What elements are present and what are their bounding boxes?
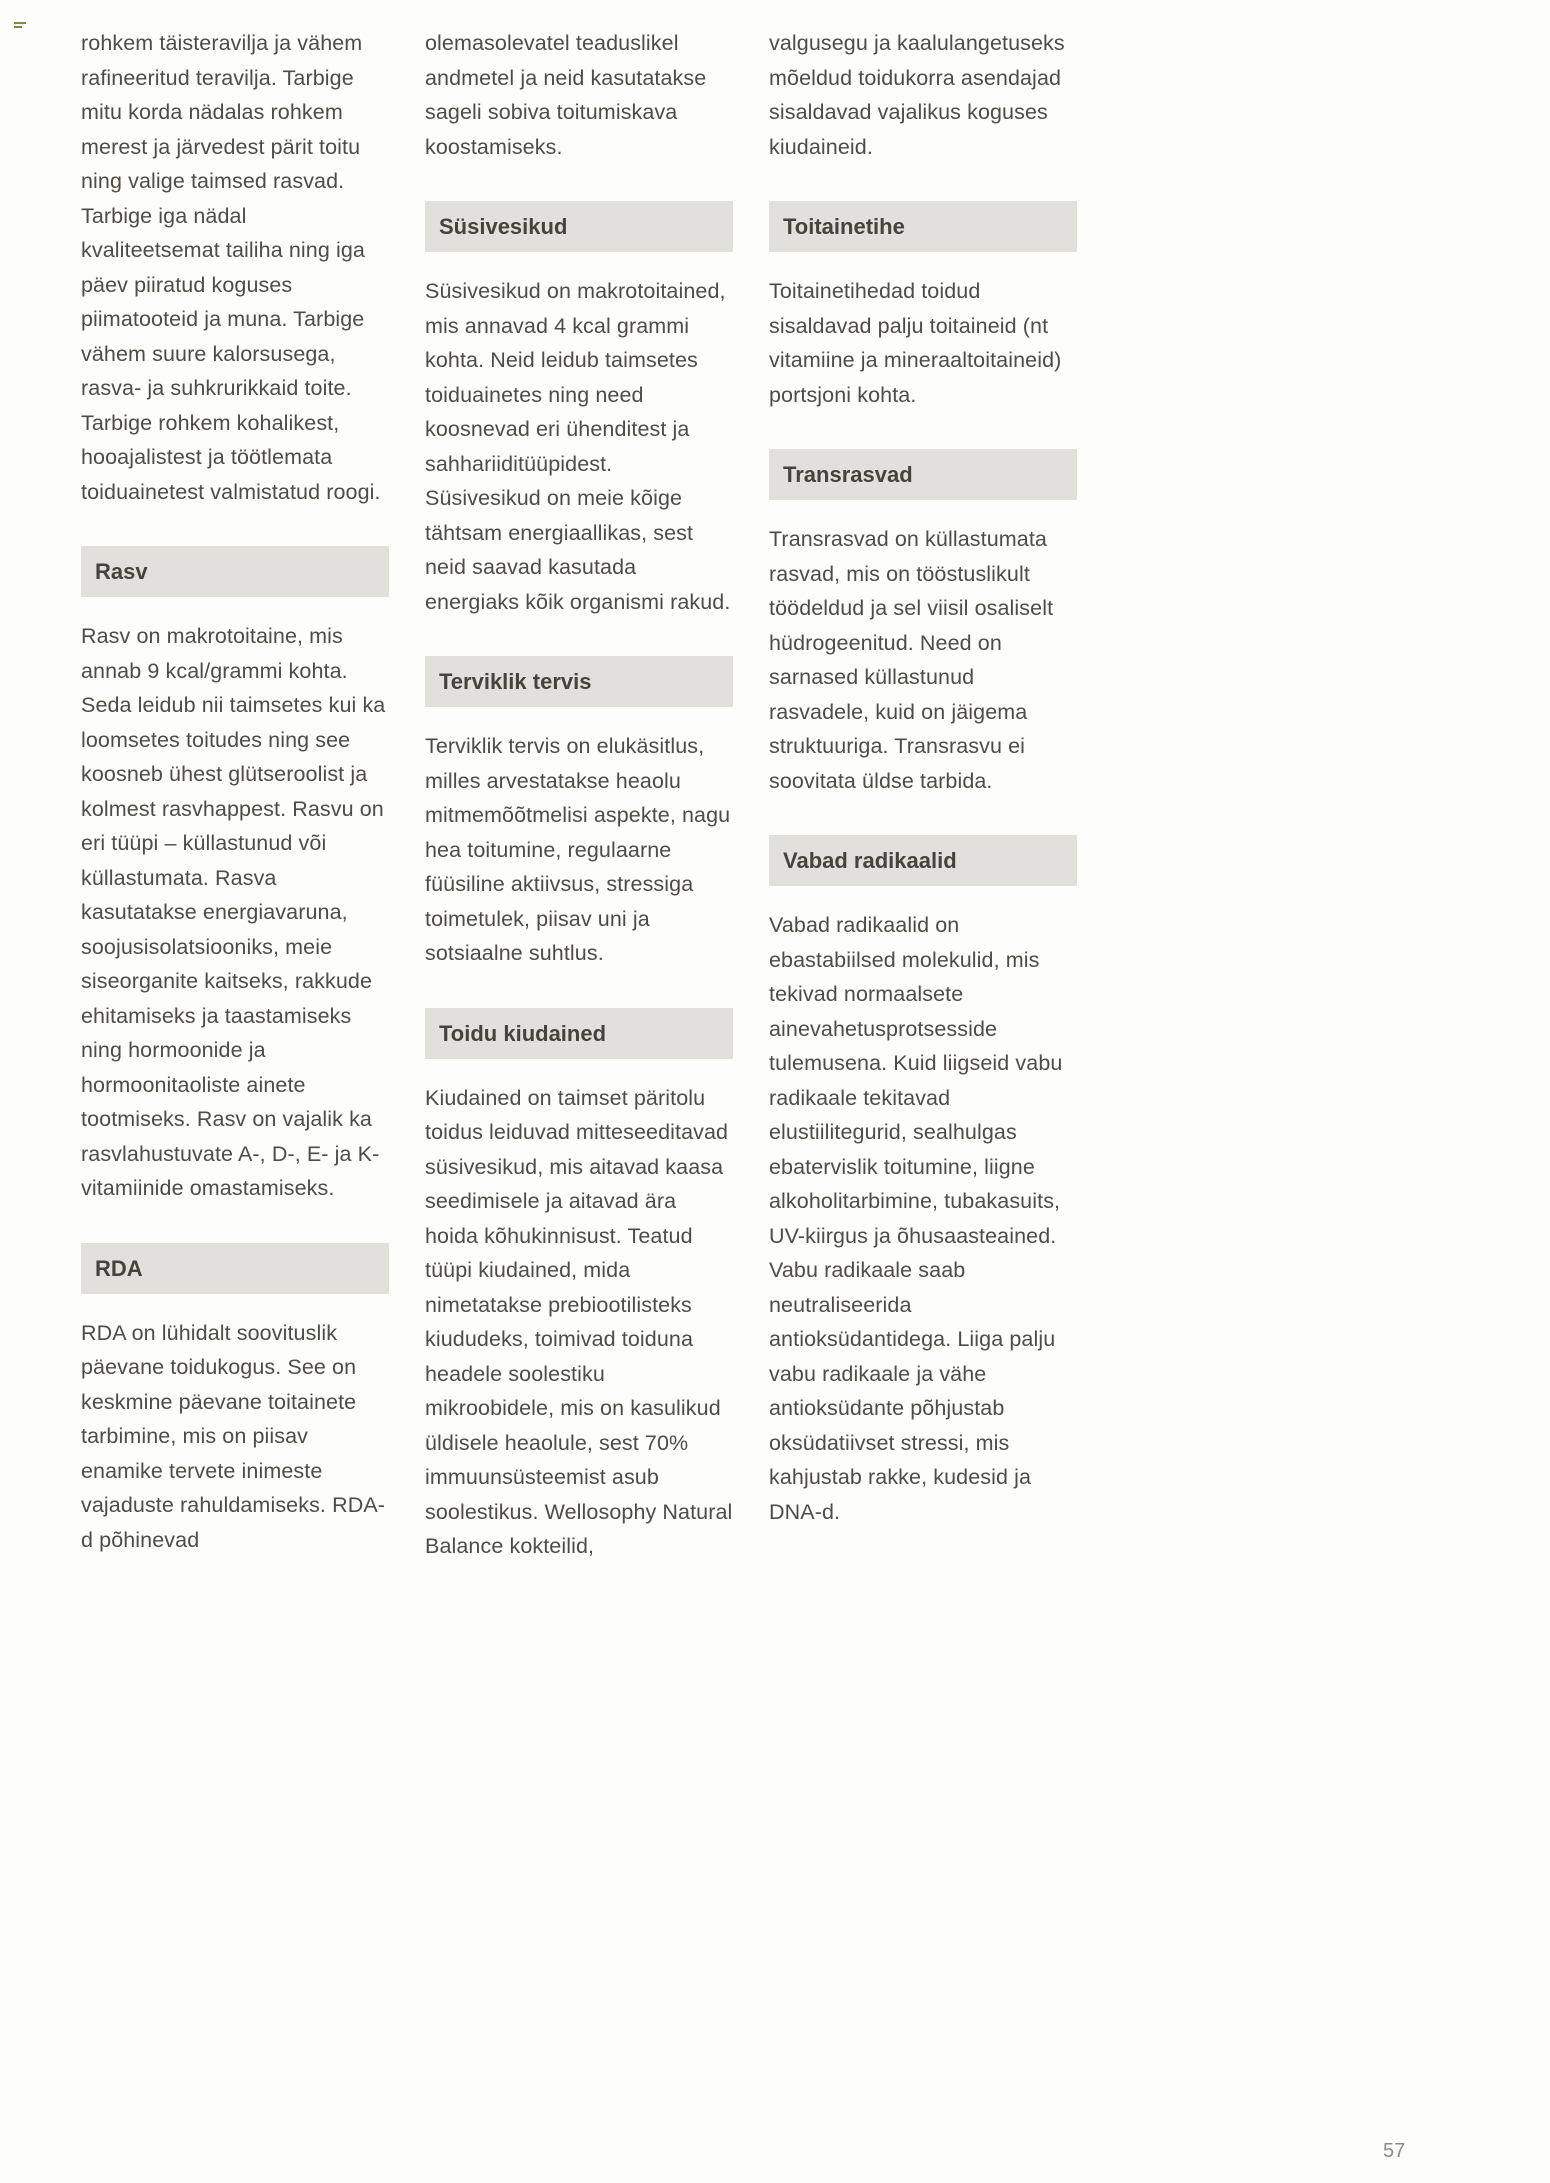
logo-bar <box>14 26 22 28</box>
paragraph: Rasv on makrotoitaine, mis annab 9 kcal/grammi kohta. Seda leidub nii taimsetes kui ka loomsetes toitudes ning see koosneb ühest glütseroolist ja kolmest rasvhappest. Rasvu on eri tüüpi – küllastunud või küllastumata. Rasva kasutatakse energiavaruna, soojusisolatsiooniks, meie siseorganite kaitseks, rakkude ehitamiseks ja taastamiseks ning hormoonide ja hormoonitaoliste ainete tootmiseks. Rasv on vajalik ka rasvlahustuvate A-, D-, E- ja K-vitamiinide omastamiseks. <box>81 624 386 1200</box>
paragraph: Kiudained on taimset päritolu toidus leiduvad mitteseeditavad süsivesikud, mis aitavad kaasa seedimisele ja aitavad ära hoida kõhukinnisust. Teatud tüüpi kiudained, mida nimetatakse prebiootilisteks kiududeks, toimivad toiduna headele soolestiku mikroobidele, mis on kasulikud üldisele heaolule, sest 70% immuunsüsteemist asub soolestikus. Wellosophy Natural Balance kokteilid, <box>425 1085 733 1558</box>
section-heading-vabad-radikaalid: Vabad radikaalid <box>769 835 1077 886</box>
paragraph: Transrasvad on küllastumata rasvad, mis on tööstuslikult töödeldud ja sel viisil osaliselt hüdrogeenitud. Need on sarnased küllastunud rasvadele, kuid on jäigema struktuuriga. Transrasvu ei soovitata üldse tarbida. <box>769 527 1054 793</box>
column-3 <box>769 26 1077 1564</box>
section-heading-toidu-kiudained: Toidu kiudained <box>425 1008 733 1059</box>
paragraph: Vabad radikaalid on ebastabiilsed molekulid, mis tekivad normaalsete ainevahetusprotsesside tulemusena. Kuid liigseid vabu radikaale tekitavad elustiilitegurid, sealhulgas ebatervislik toitumine, liigne alkoholitarbimine, tubakasuits, UV-kiirgus ja õhusaasteained. Vabu radikaale saab neutraliseerida antioksüdantidega. Liiga palju vabu radikaale ja vähe antioksüdante põhjustab oksüdatiivset stressi, mis kahjustab rakke, kudesid ja DNA-d. <box>769 913 1063 1524</box>
paragraph: RDA on lühidalt soovituslik päevane toidukogus. See on keskmine päevane toitainete tarbimine, mis on piisav enamike tervete inimeste vajaduste rahuldamiseks. RDA-d põhinevad <box>81 1320 386 1552</box>
paragraph: rohkem täisteravilja ja vähem rafineeritud teravilja. Tarbige mitu korda nädalas rohkem merest ja järvedest pärit toitu ning valige taimsed rasvad. Tarbige iga nädal kvaliteetsemat tailiha ning iga päev piiratud koguses piimatooteid ja muna. Tarbige vähem suure kalorsusega, rasva- ja suhkrurikkaid toite. Tarbige rohkem kohalikest, hooajalistest ja töötlemata toiduainetest valmistatud roogi. <box>81 31 381 504</box>
section-heading-rasv: Rasv <box>81 546 389 597</box>
column-1 <box>81 26 389 1564</box>
paragraph: Toitainetihedad toidud sisaldavad palju toitaineid (nt vitamiine ja mineraaltoitaineid) portsjoni kohta. <box>769 279 1062 407</box>
paragraph: valgusegu ja kaalulangetuseks mõeldud toidukorra asendajad sisaldavad vajalikus koguses kiudaineid. <box>769 31 1065 159</box>
paragraph: olemasolevatel teaduslikel andmetel ja neid kasutatakse sageli sobiva toitumiskava koostamiseks. <box>425 31 707 159</box>
corner-logo-mark <box>14 22 26 30</box>
text-columns <box>81 26 1077 1564</box>
page-number: 57 <box>1383 2140 1406 2162</box>
paragraph: Süsivesikud on makrotoitained, mis annavad 4 kcal grammi kohta. Neid leidub taimsetes toiduainetes ning need koosnevad eri ühenditest ja sahhariiditüüpidest. Süsivesikud on meie kõige tähtsam energiaallikas, sest neid saavad kasutada energiaks kõik organismi rakud. <box>425 279 731 614</box>
column-2 <box>425 26 733 1564</box>
logo-bar <box>14 22 26 24</box>
section-heading-toitainetihe: Toitainetihe <box>769 201 1077 252</box>
section-heading-susivesikud: Süsivesikud <box>425 201 733 252</box>
section-heading-terviklik-tervis: Terviklik tervis <box>425 656 733 707</box>
section-heading-rda: RDA <box>81 1243 389 1294</box>
section-heading-transrasvad: Transrasvad <box>769 449 1077 500</box>
paragraph: Terviklik tervis on elukäsitlus, milles arvestatakse heaolu mitmemõõtmelisi aspekte, nagu hea toitumine, regulaarne füüsiline aktiivsus, stressiga toimetulek, piisav uni ja sotsiaalne suhtlus. <box>425 734 731 965</box>
